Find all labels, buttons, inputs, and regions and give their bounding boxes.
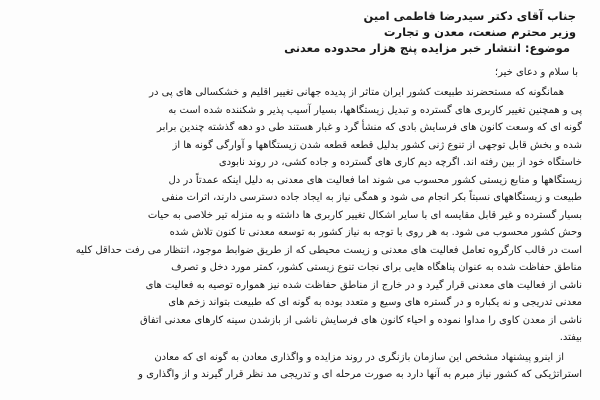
paragraph-line: از اینرو پیشنهاد مشخص این سازمان بازنگری در روند مزایده و واگذاری معادن به گونه ای که معادن [154, 351, 564, 363]
paragraph-line: استراتژیکی که کشور نیاز مبرم به آنها دارد به صورت مرحله ای و تدریجی مد نظر قرار گیرند و از واگذاری و [138, 369, 582, 380]
paragraph-line: است در قالب کارگروه تعامل فعالیت های معدنی و زیست محیطی که از طریق ضوابط موجود، انتظار می رفت حداقل کلیه [75, 244, 582, 256]
paragraph-line: همانگونه که مستحضرند طبیعت کشور ایران متاثر از پدیده جهانی تغییر اقلیم و خشکسالی های پی در [149, 87, 564, 98]
paragraph-line: زیستگاهها و منابع زیستی کشور محسوب می شوند اما فعالیت های معدنی به دلیل اینکه عمدتاً در دل [168, 174, 582, 186]
paragraph-line: خاستگاه خود از بین رفته اند. اگرچه دیم کاری های گسترده و جاده کشی، در روند نابودی [218, 157, 582, 168]
letter-paragraph [16, 349, 582, 384]
paragraph-line: مناطق حفاظت شده به عنوان پناهگاه هایی برای نجات تنوع زیستی کشور، کمتر مورد دخل و تصرف [171, 262, 582, 273]
subject-line: موضوع: انتشار خبر مزایده پنج هزار محدوده معدنی [284, 41, 570, 55]
paragraph-line: ناشی از فعالیت های معدنی قرار گیرد و در خارج از مناطق حفاظت شده نیز همواره توصیه به فعالیت های [145, 279, 582, 291]
paragraph-line: پی و همچنین تغییر کاربری های گسترده و تبدیل زیستگاهها، بسیار آسیب پذیر و شکننده شده است به [168, 104, 582, 116]
paragraph-line: ناشی از معدن کاوی را مداوا نموده و احیاء کانون های فرسایش ناشی از بازشدن سینه کارهای معدنی اتفاق [139, 314, 582, 326]
letter-header [16, 8, 582, 56]
paragraph-line: شده و بخش قابل توجهی از تنوع ژنی کشور بدلیل قطعه قطعه شدن زیستگاهها و آوارگی گونه ها از [172, 139, 582, 151]
paragraph-line: معدنی تدریجی و نه یکباره و در گستره های وسیع و متعدد بوده به گونه ای که طبیعت بتواند زخم های [168, 297, 582, 308]
salutation: با سلام و دعای خیر؛ [494, 67, 578, 78]
letter-paragraph [16, 84, 582, 347]
paragraph-line: بیفتد. [559, 332, 582, 343]
title-line: وزیر محترم صنعت، معدن و تجارت [383, 25, 576, 39]
paragraph-line: طبیعت و زیستگاههای نسبتاً بکر انجام می شود و همگی نیاز به ایجاد جاده دسترسی دارند، اثرات منفی [161, 192, 582, 203]
paragraph-line: بسیار گسترده و غیر قابل مقایسه ای با سایر اشکال تغییر کاربری ها داشته و به منزله تیر خلاصی به حیات [147, 209, 582, 221]
paragraph-line: وحش کشور محسوب می شود. به هر روی با توجه به نیاز کشور به توسعه معدنی تا کنون تلاش شده [169, 227, 582, 238]
paragraph-line: گونه ای که وسعت کانون های فرسایش بادی که منشأ گرد و غبار هستند طی دو دهه گذشته چندین برابر [157, 122, 582, 133]
addressee-line: جناب آقای دکتر سیدرضا فاطمی امین [363, 9, 576, 23]
